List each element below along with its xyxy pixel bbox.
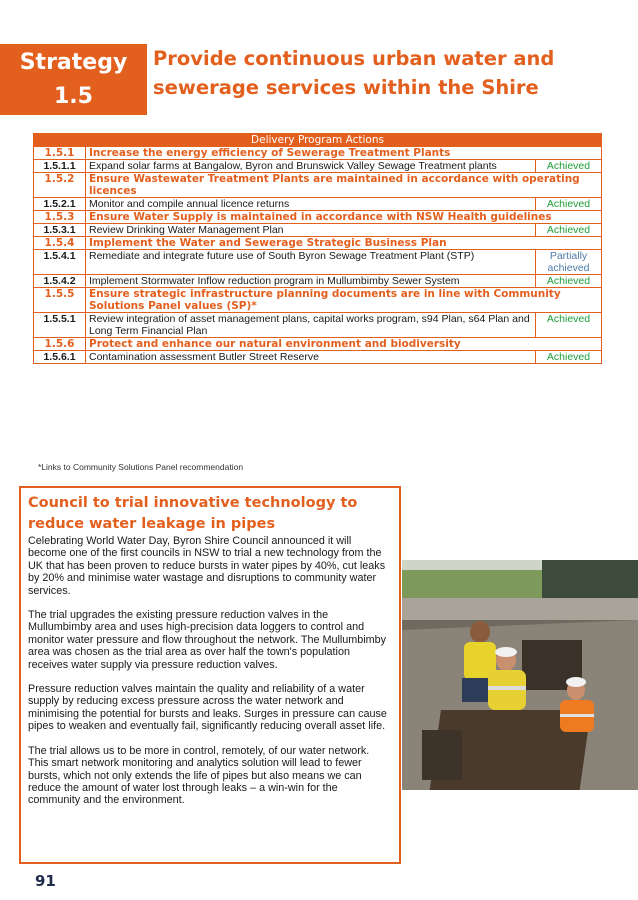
action-id: 1.5.1.1 — [34, 160, 86, 173]
status-badge: Partially achieved — [536, 250, 602, 275]
table-header: Delivery Program Actions — [34, 134, 602, 147]
action-id: 1.5.5.1 — [34, 313, 86, 338]
workers-photo-illustration — [402, 560, 638, 790]
status-badge: Achieved — [536, 351, 602, 364]
action-text: Review Drinking Water Management Plan — [86, 224, 536, 237]
action-text: Monitor and compile annual licence returns — [86, 198, 536, 211]
action-text: Implement Stormwater Inflow reduction program in Mullumbimby Sewer System — [86, 275, 536, 288]
group-title: Protect and enhance our natural environment and biodiversity — [86, 338, 602, 351]
group-id: 1.5.2 — [34, 173, 86, 198]
delivery-program-table — [33, 133, 602, 364]
news-paragraph: Pressure reduction valves maintain the quality and reliability of a water supply by reducing excess pressure across the water network and minimising the potential for bursts and leaks. Surges in pressure can cause pipes to weaken and eventually fail, significantly reducing overall asset life. — [28, 683, 387, 733]
strategy-label-line2: 1.5 — [54, 84, 93, 109]
group-id: 1.5.4 — [34, 237, 86, 250]
group-title: Increase the energy efficiency of Sewerage Treatment Plants — [86, 147, 602, 160]
workers-photo — [402, 560, 638, 790]
news-title: Council to trial innovative technology to reduce water leakage in pipes — [28, 495, 358, 532]
news-paragraph: The trial allows us to be more in control, remotely, of our water network. This smart network monitoring and analytics solution will lead to fewer bursts, which not only extends the life of pipes but also means we can reduce the amount of water lost through leaks – a win-win for the community and the environment. — [28, 744, 370, 807]
status-badge: Achieved — [536, 160, 602, 173]
group-title: Ensure Water Supply is maintained in accordance with NSW Health guidelines — [86, 211, 602, 224]
group-title: Ensure strategic infrastructure planning documents are in line with Community Solutions Panel values (SP)* — [86, 288, 602, 313]
group-title: Implement the Water and Sewerage Strategic Business Plan — [86, 237, 602, 250]
group-id: 1.5.5 — [34, 288, 86, 313]
news-paragraph: The trial upgrades the existing pressure reduction valves in the Mullumbimby area and uses high-precision data loggers to control and monitor water pressure and flow throughout the network. The Mullumbimby area was chosen as the trial area as over half the town's population receives water supply via pressure reduction valves. — [28, 609, 387, 671]
action-text: Remediate and integrate future use of South Byron Sewage Treatment Plant (STP) — [86, 250, 536, 275]
status-badge: Achieved — [536, 198, 602, 211]
action-id: 1.5.3.1 — [34, 224, 86, 237]
status-badge: Achieved — [536, 275, 602, 288]
strategy-label-line1: Strategy — [19, 50, 128, 75]
table-footnote: *Links to Community Solutions Panel recommendation — [38, 462, 244, 472]
strategy-label — [0, 44, 147, 115]
strategy-title — [153, 44, 623, 102]
action-id: 1.5.2.1 — [34, 198, 86, 211]
status-badge: Achieved — [536, 313, 602, 338]
strategy-title-line1: Provide continuous urban water and — [153, 47, 555, 70]
news-article — [19, 486, 401, 864]
action-id: 1.5.4.2 — [34, 275, 86, 288]
group-title: Ensure Wastewater Treatment Plants are maintained in accordance with operating licences — [86, 173, 602, 198]
strategy-title-line2: sewerage services within the Shire — [153, 76, 539, 99]
action-id: 1.5.4.1 — [34, 250, 86, 275]
action-id: 1.5.6.1 — [34, 351, 86, 364]
news-paragraph: Celebrating World Water Day, Byron Shire Council announced it will become one of the first councils in NSW to trial a new technology from the UK that has been proven to reduce bursts in water pipes by 40%, cut leaks by 20% and minimise water wastage and disruptions to community water services. — [28, 535, 386, 597]
page-number: 91 — [35, 872, 56, 890]
action-text: Contamination assessment Butler Street Reserve — [86, 351, 536, 364]
action-text: Review integration of asset management plans, capital works program, s94 Plan, s64 Plan and Long Term Financial Plan — [86, 313, 536, 338]
action-text: Expand solar farms at Bangalow, Byron and Brunswick Valley Sewage Treatment plants — [86, 160, 536, 173]
group-id: 1.5.3 — [34, 211, 86, 224]
group-id: 1.5.1 — [34, 147, 86, 160]
status-badge: Achieved — [536, 224, 602, 237]
group-id: 1.5.6 — [34, 338, 86, 351]
